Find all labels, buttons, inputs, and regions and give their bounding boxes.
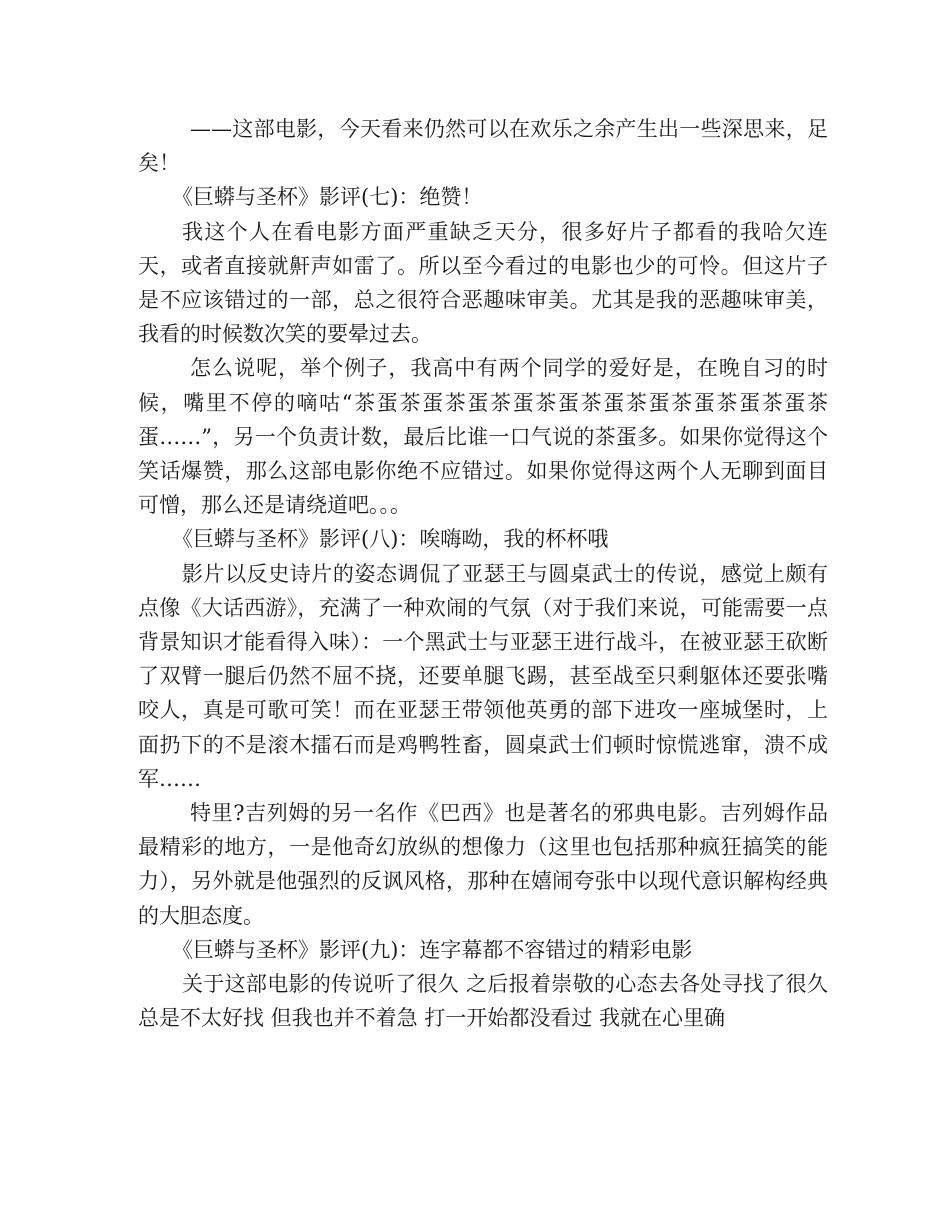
section-heading-7: 《巨蟒与圣杯》影评(七)：绝赞！: [172, 185, 483, 210]
body-paragraph: 特里?吉列姆的另一名作《巴西》也是著名的邪典电影。吉列姆作品最精彩的地方，一是他奇幻放纵的想像力（这里也包括那种疯狂搞笑的能力），另外就是他强烈的反讽风格，那种在嬉闹夸张中以现代意识解构经典的大胆态度。: [138, 801, 828, 928]
body-paragraph: ——这部电影，今天看来仍然可以在欢乐之余产生出一些深思来，足矣！: [138, 117, 828, 176]
body-paragraph: 影片以反史诗片的姿态调侃了亚瑟王与圆桌武士的传说，感觉上颇有点像《大话西游》，充满了一种欢闹的气氛（对于我们来说，可能需要一点背景知识才能看得入味）：一个黑武士与亚瑟王进行战斗，在被亚瑟王砍断了双臂一腿后仍然不屈不挠，还要单腿飞踢，甚至战至只剩躯体还要张嘴咬人，真是可歌可笑！而在亚瑟王带领他英勇的部下进攻一座城堡时，上面扔下的不是滚木擂石而是鸡鸭牲畜，圆桌武士们顿时惊慌逃窜，溃不成军……: [138, 561, 828, 791]
section-heading-8: 《巨蟒与圣杯》影评(八)：唉嗨呦，我的杯杯哦: [172, 527, 609, 552]
section-heading-9: 《巨蟒与圣杯》影评(九)：连字幕都不容错过的精彩电影: [172, 937, 693, 962]
document-body: [138, 112, 828, 1035]
body-paragraph: 我这个人在看电影方面严重缺乏天分，很多好片子都看的我哈欠连天，或者直接就鼾声如雷了。所以至今看过的电影也少的可怜。但这片子是不应该错过的一部，总之很符合恶趣味审美。尤其是我的恶趣味审美，我看的时候数次笑的要晕过去。: [138, 219, 828, 347]
body-paragraph: 关于这部电影的传说听了很久 之后报着崇敬的心态去各处寻找了很久 总是不太好找 但我也并不着急 打一开始都没看过 我就在心里确: [138, 972, 828, 1031]
body-paragraph: 怎么说呢，举个例子，我高中有两个同学的爱好是，在晚自习的时候，嘴里不停的嘀咕“茶蛋茶蛋茶蛋茶蛋茶蛋茶蛋茶蛋茶蛋茶蛋茶蛋茶蛋……”，另一个负责计数，最后比谁一口气说的茶蛋多。如果你觉得这个笑话爆赞，那么这部电影你绝不应错过。如果你觉得这两个人无聊到面目可憎，那么还是请绕道吧。。。: [138, 356, 828, 518]
